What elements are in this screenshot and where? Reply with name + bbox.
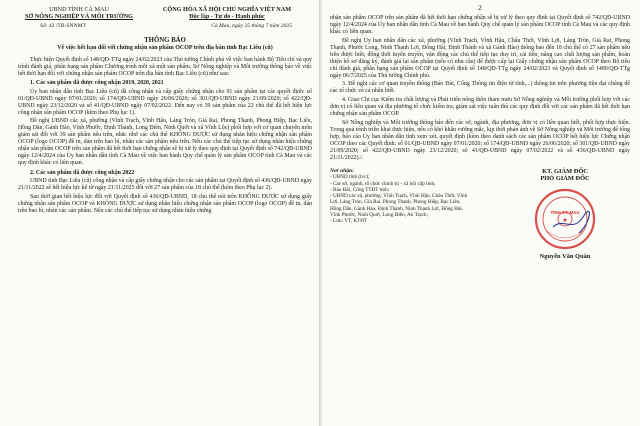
sign-position: PHÓ GIÁM ĐỐC: [540, 175, 590, 183]
page-number: 2: [478, 4, 482, 12]
svg-text:★: ★: [562, 216, 568, 224]
page-2: [322, 0, 640, 426]
item-4-paragraph: 4. Giao Chi cục Kiểm tra chất lượng và Phát triển nông thôn tham mưu Sở Nông nghiệp và Môi trường phối hợp với các đơn vị có liên quan và địa phương tổ chức kiểm tra, giám sát việc tuân thủ các quy định đối với các sản phẩm đã hết thời hạn chứng nhận sản phẩm OCOP.: [330, 97, 630, 118]
issuer-province: UBND TỈNH CÀ MAU: [49, 6, 109, 13]
section-1-paragraph-2: Đề nghị UBND các xã, phường (Vĩnh Trạch, Vĩnh Hậu, Láng Tròn, Giá Rai, Phong Thạnh, Phong Hiệp, Bạc Liêu, Hồng Dân, Gành Hào, Vĩnh Phước, Định Thành, Long Điền, Ninh Quới và xã Vĩnh Lộc) phối hợp với cơ quan chuyên môn giám sát đối với 39 sản phẩm nêu trên, nhắc nhở các chủ thể KHÔNG ĐƯỢC sử dụng nhãn hiệu chứng nhận sản phẩm OCOP (logo OCOP) đề in, dán trên bao bì, nhãn các sản phẩm nêu trên. Nếu các chủ thể tiếp tục sử dụng nhãn hiệu chứng nhận sản phẩm OCOP trên sản phẩm đã hết thời hạn chứng nhận sẽ bị xử lý theo quy định tại Quyết định số 742/QĐ-UBND ngày 12/4/2024 của Ủy ban nhân dân tỉnh Cà Mau về việc ban hành Quy chế quản lý sản phẩm OCOP tỉnh Cà Mau và các quy định khác có liên quan.: [18, 118, 312, 167]
national-motto-block: [142, 6, 312, 21]
signer-name: Nguyễn Văn Quân: [539, 252, 591, 260]
doc-meta: [18, 23, 312, 29]
recipient-item: - Lưu: VT, KTHT: [330, 218, 368, 225]
recipients-title: Nơi nhận:: [330, 167, 354, 174]
seal-inner-text: TỈNH CÀ MAU: [550, 209, 580, 215]
recipient-item: - UBND các xã, phường: Vĩnh Trạch, Vĩnh Hậu, Châu Thới, Vĩnh Lợi, Láng Tròn, Giá Rai, Phong Thạnh, Phong Hiệp, Bạc Liêu, Hồng Dân, Gành Hào, Định Thành, Ninh Thạnh Lợi, Đông Hải, Vĩnh Phước, Ninh Quới, Long Điền, An Trạch;: [330, 193, 468, 219]
doc-subtitle: Về việc hết hạn đối với chứng nhận sản phẩm OCOP trên địa bàn tỉnh Bạc Liêu (cũ): [57, 44, 273, 51]
recipient-item: - UBND tỉnh (b/c);: [330, 174, 370, 181]
recipients-block: [330, 168, 470, 260]
item-3-paragraph: 3. Đề nghị các cơ quan truyền thông (Báo Đài, Cổng Thông tin điện tử tỉnh,...) thông tin trên phương tiện đại chúng để các tổ chức và cá nhân biết.: [330, 81, 630, 95]
signature-block: [500, 168, 630, 260]
closing-paragraph: Sở Nông nghiệp và Môi trường thông báo đến các sở, ngành, địa phương, đơn vị có liên quan biết, phối hợp thực hiện. Trong quá trình triển khai thực hiện, nếu có khó khăn vướng mắc, kịp thời phản ánh về Sở Nông nghiệp và Môi trường để tổng hợp, báo cáo Ủy ban nhân dân tỉnh xem xét, quyết định (kèm theo danh sách các sản phẩm OCOP hết hiệu lực Chứng nhận OCOP theo các Quyết định: số 01/QĐ-UBND ngày 07/01/2020; số 174/QĐ-UBND ngày 26/06/2020; số 301/QĐ-UBND ngày 21/09/2020; số 422/QĐ-UBND ngày 23/12/2020; số 41/QĐ-UBND ngày 07/02/2022 và số 436/QĐ-UBND ngày 21/11/2022)./.: [330, 119, 630, 161]
recipient-item: - Báo Đài, Cổng TTĐT tỉnh;: [330, 186, 390, 193]
recipient-item: - Các sở, ngành, tổ chức chính trị - xã hội cấp tỉnh;: [330, 180, 436, 187]
issuer-block: [18, 6, 140, 21]
national-motto: Độc lập - Tự do - Hạnh phúc: [189, 13, 265, 21]
request-paragraph: Đề nghị Ủy ban nhân dân các xã, phường (Vĩnh Trạch, Vĩnh Hậu, Châu Thới, Vĩnh Lợi, Láng Tròn, Giá Rai, Phong Thạnh, Phước Long, Ninh Thạnh Lợi, Đông Hải, Định Thành và xã Gành Hào) thông báo đến 18 chủ thể có 27 sản phẩm nêu trên được biết; đồng thời tuyên truyền, vận động các chủ thể tiếp tục duy trì, cải tiến, nâng cao chất lượng sản phẩm, hoàn thiện hồ sơ đăng ký, đánh giá lại sản phẩm (nếu có nhu cầu) để được cấp lại Giấy chứng nhận sản phẩm OCOP theo Bộ tiêu chí đánh giá, phân hạng sản phẩm OCOP tại Quyết định số 148/QĐ-TTg ngày 24/02/2023 và Quyết định số 1489/QĐ-TTg ngày 06/7/2025 của Thủ tướng Chính phủ.: [330, 37, 630, 79]
doc-title: THÔNG BÁO: [144, 36, 186, 44]
sign-authority: KT. GIÁM ĐỐC: [542, 167, 588, 175]
section-1-paragraph-1: Ủy ban nhân dân tỉnh Bạc Liêu (cũ) đã công nhận và cấp giấy chứng nhận cho 91 sản phẩm tại các quyết định: số 01/QĐ-UBND ngày 07/01/2020; số 174/QĐ-UBND ngày 26/06/2020; số 301/QĐ-UBND ngày 21/09/2020; số 422/QĐ-UBND ngày 23/12/2020 và số 41/QĐ-UBND ngày 07/02/2022. Đến nay có 39 sản phẩm của 22 chủ thể đã hết hiệu lực công nhận sản phẩm OCOP (kèm theo Phụ lục 1).: [18, 88, 312, 116]
country-name: CỘNG HÒA XÃ HỘI CHỦ NGHĨA VIỆT NAM: [162, 6, 292, 13]
place-date: Cà Mau, ngày 25 tháng 7 năm 2025: [211, 22, 292, 29]
doc-number: Số: 42 /TB-SNNMT: [40, 22, 86, 29]
signature-row: [330, 168, 630, 260]
section-2-paragraph-2: Sau thời gian hết hiệu lực đối với Quyết định số 436/QĐ-UBND, 18 chủ thể nói trên KHÔNG ĐƯỢC sử dụng giấy chứng nhận sản phẩm OCOP và KHÔNG ĐƯỢC sử dụng nhãn hiệu chứng nhận sản phẩm OCOP (logo OCOP) đề in, dán trên bao bì, nhãn các sản phẩm. Nếu các chủ thể tiếp tục sử dụng nhãn hiệu chứng: [18, 193, 312, 214]
seal-graphic: [533, 187, 597, 251]
section-2-heading: 2. Các sản phẩm đã được công nhận 2022: [30, 169, 135, 176]
section-1-heading: 1. Các sản phẩm đã được công nhận 2019, 2020, 2021: [30, 79, 164, 86]
letterhead: [18, 6, 312, 21]
intro-paragraph: Thực hiện Quyết định số 148/QĐ-TTg ngày 24/02/2023 của Thủ tướng Chính phủ về việc ban hành Bộ Tiêu chí và quy trình đánh giá, phân hạng sản phẩm Chương trình mỗi xã một sản phẩm, Sở Nông nghiệp và Môi trường thông báo về việc hết thời hạn đối với chứng nhận sản phẩm OCOP trên địa bàn tỉnh Bạc Liêu (cũ) như sau:: [18, 56, 312, 77]
official-seal: [533, 187, 597, 251]
section-2-paragraph-1: UBND tỉnh Bạc Liêu (cũ) công nhận và cấp giấy chứng nhận cho các sản phẩm tại Quyết định số 436/QĐ-UBND ngày 21/11/2022 sẽ hết hiệu lực kể từ ngày 21/11/2025 đối với 27 sản phẩm của 18 chủ thể (kèm theo Phụ lục 2).: [18, 178, 312, 192]
continued-paragraph: nhận sản phẩm OCOP trên sản phẩm đã hết thời hạn chứng nhận sẽ bị xử lý theo quy định tại Quyết định số 742/QĐ-UBND ngày 12/4/2024 của Ủy ban nhân dân tỉnh Cà Mau về ban hành Quy chế quản lý sản phẩm OCOP tỉnh Cà Mau và các quy định khác có liên quan.: [330, 15, 630, 36]
issuer-department: SỞ NÔNG NGHIỆP VÀ MÔI TRƯỜNG: [24, 13, 133, 21]
